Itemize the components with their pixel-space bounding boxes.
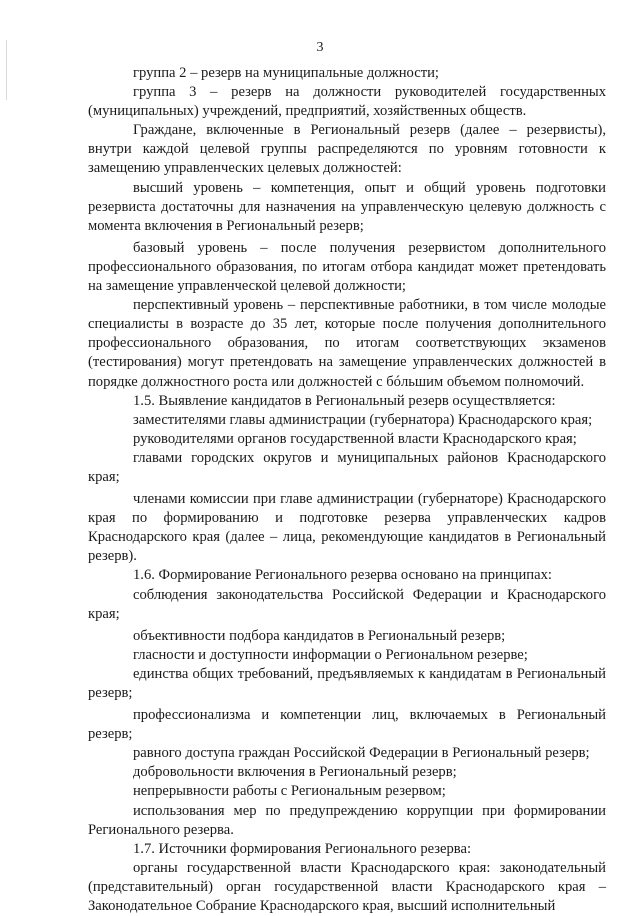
paragraph-heads-of-authorities: руководителями органов государственной власти Краснодарского края; bbox=[133, 430, 577, 447]
paragraph-high-level: высший уровень – компетенция, опыт и общий уровень подготовки резервиста достаточны для назначения на управленческую целевую должность с момента включения в Региональный резерв; bbox=[88, 179, 606, 234]
paragraph-principle-publicity: гласности и доступности информации о Региональном резерве; bbox=[133, 646, 528, 663]
paragraph-principle-continuity: непрерывности работы с Региональным резервом; bbox=[133, 783, 446, 800]
paragraph-principle-voluntariness: добровольности включения в Региональный резерв; bbox=[133, 764, 457, 781]
paragraph-principle-professionalism: профессионализма и компетенции лиц, включаемых в Региональный резерв; bbox=[88, 707, 606, 743]
paragraph-commission-members: членами комиссии при главе администрации (губернаторе) Краснодарского края по формированию и подготовке резерва управленческих кадров Краснодарского края (далее – лица, рекомендующие кандидатов в Региональный резерв). bbox=[88, 491, 606, 565]
paragraph-sources-authorities: органы государственной власти Краснодарского края: законодательный (представительный) орган государственной власти Краснодарского края – Законодательное Собрание Краснодарского края, высший исполнительный bbox=[88, 859, 606, 915]
paragraph-group-2: группа 2 – резерв на муниципальные должности; bbox=[133, 65, 439, 81]
paragraph-principle-objectivity: объективности подбора кандидатов в Региональный резерв; bbox=[133, 627, 506, 644]
paragraph-section-1-5: 1.5. Выявление кандидатов в Региональный резерв осуществляется: bbox=[133, 392, 556, 409]
paragraph-reservists-intro: Граждане, включенные в Региональный резерв (далее – резервисты), внутри каждой целевой группы распределяются по уровням готовности к замещению управленческих целевых должностей: bbox=[88, 122, 606, 177]
paragraph-heads-of-districts: главами городских округов и муниципальных районов Краснодарского края; bbox=[88, 449, 606, 485]
paragraph-perspective-level: перспективный уровень – перспективные работники, в том числе молодые специалисты в возрасте до 35 лет, которые после получения дополнительного профессионального образования, по итогам соответствующих экзаменов (тестирования) могут претендовать на замещение управленческих должностей в порядке должностного роста или должностей с бóльшим объемом полномочий. bbox=[88, 297, 606, 390]
paragraph-principle-unity: единства общих требований, предъявляемых к кандидатам в Региональный резерв; bbox=[88, 665, 606, 701]
paragraph-principle-equal-access: равного доступа граждан Российской Федерации в Региональный резерв; bbox=[133, 745, 590, 762]
paragraph-base-level: базовый уровень – после получения резервистом дополнительного профессионального образования, по итогам отбора кандидат может претендовать на замещение управленческой целевой должности; bbox=[88, 239, 606, 295]
paragraph-principle-anticorruption: использования мер по предупреждению коррупции при формировании Регионального резерва. bbox=[88, 802, 606, 838]
paragraph-group-3: группа 3 – резерв на должности руководителей государственных (муниципальных) учреждений, предприятий, хозяйственных обществ. bbox=[88, 84, 606, 120]
paragraph-section-1-7: 1.7. Источники формирования Регионального резерва: bbox=[133, 840, 472, 857]
paragraph-principle-law: соблюдения законодательства Российской Федерации и Краснодарского края; bbox=[88, 586, 606, 622]
paragraph-deputies: заместителями главы администрации (губернатора) Краснодарского края; bbox=[133, 411, 593, 428]
paragraph-section-1-6: 1.6. Формирование Регионального резерва основано на принципах: bbox=[133, 567, 552, 584]
document-body bbox=[88, 64, 606, 916]
page-number: 3 bbox=[316, 40, 324, 55]
